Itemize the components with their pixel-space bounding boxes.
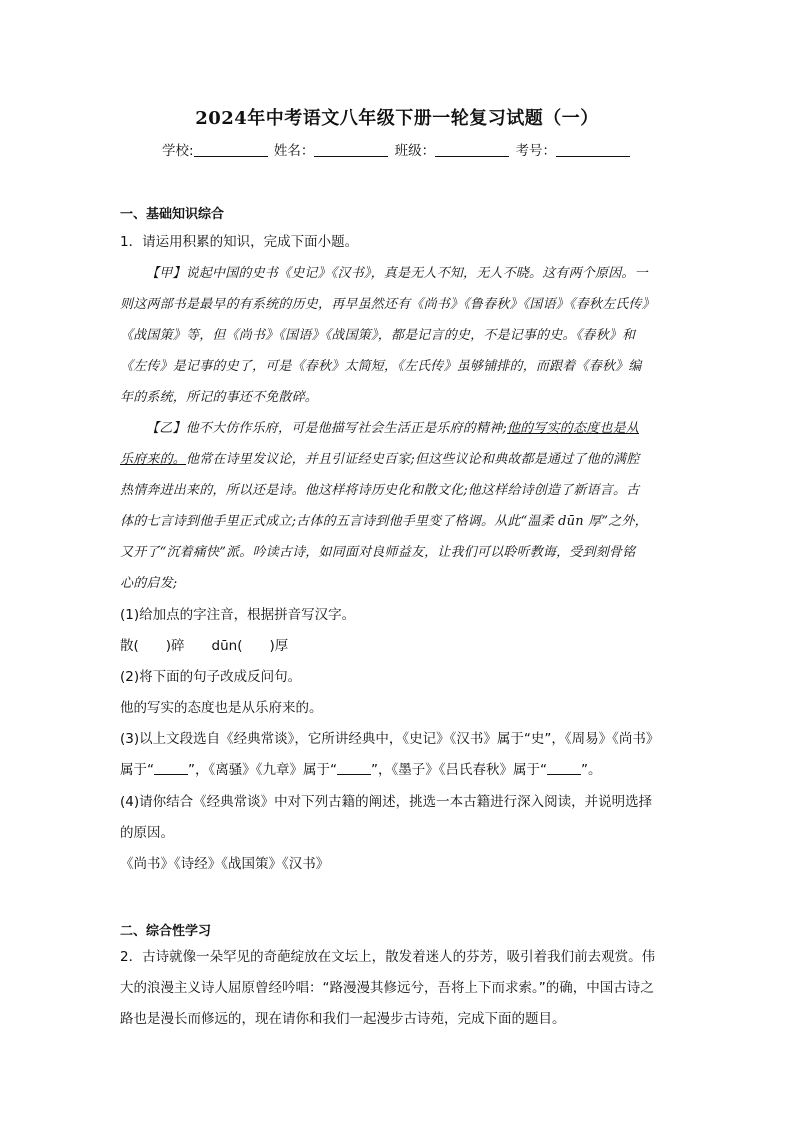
fill-text: ”。 bbox=[581, 762, 602, 778]
fill-text: ”，《离骚》《九章》属于“ bbox=[188, 762, 337, 778]
passage-jia-line: 《左传》是记事的史了，可是《春秋》太简短，《左氏传》虽够铺排的，而跟着《春秋》编 bbox=[120, 359, 642, 374]
passage-jia-line: 年的系统，所记的事还不免散碎。 bbox=[120, 390, 319, 405]
q2-line: 2．古诗就像一朵罕见的奇葩绽放在文坛上，散发着迷人的芬芳，吸引着我们前去观赏。伟 bbox=[120, 949, 656, 965]
name-blank bbox=[314, 142, 388, 157]
exam-no-label: 考号： bbox=[515, 143, 556, 159]
passage-jia-line: 【甲】说起中国的史书《史记》《汉书》，真是无人不知，无人不晓。这有两个原因。一 bbox=[146, 266, 648, 281]
exam-no-blank bbox=[556, 142, 630, 157]
passage-yi-text: 【乙】他不大仿作乐府，可是他描写社会生活正是乐府的精神; bbox=[146, 421, 507, 436]
answer-blank[interactable] bbox=[337, 762, 371, 775]
sub-question-1-items: 散( )碎 dūn( )厚 bbox=[120, 638, 289, 654]
fill-text: ”，《墨子》《吕氏春秋》属于“ bbox=[371, 762, 547, 778]
sub-question-1: (1)给加点的字注音，根据拼音写汉字。 bbox=[120, 607, 356, 623]
passage-jia-line: 《战国策》等，但《尚书》《国语》《战国策》，都是记言的史，不是记事的史。《春秋》和 bbox=[120, 328, 636, 343]
sub-question-4: (4)请你结合《经典常谈》中对下列古籍的阐述，挑选一本古籍进行深入阅读，并说明选择 bbox=[120, 794, 653, 810]
sub-question-2: (2)将下面的句子改成反问句。 bbox=[120, 669, 302, 685]
school-label: 学校: bbox=[162, 143, 194, 159]
passage-yi-line: 心的启发; bbox=[120, 576, 178, 591]
answer-blank[interactable] bbox=[154, 762, 188, 775]
section2-heading: 二、综合性学习 bbox=[120, 924, 212, 939]
book-list: 《尚书》《诗经》《战国策》《汉书》 bbox=[120, 856, 330, 872]
section1-heading: 一、基础知识综合 bbox=[120, 207, 225, 222]
passage-yi-line bbox=[146, 417, 690, 436]
sub-question-2-sentence: 他的写实的态度也是从乐府来的。 bbox=[120, 700, 323, 716]
passage-jia-line: 则这两部书是最早的有系统的历史，再早虽然还有《尚书》《鲁春秋》《国语》《春秋左氏传》 bbox=[120, 297, 655, 312]
passage-yi-line: 又开了“沉着痛快”派。吟读古诗，如同面对良师益友，让我们可以聆听教诲，受到刻骨铭 bbox=[120, 545, 636, 560]
passage-yi-line bbox=[120, 448, 690, 467]
sub-question-3-blanks bbox=[120, 758, 680, 778]
answer-blank[interactable] bbox=[547, 762, 581, 775]
q1-intro: 1．请运用积累的知识，完成下面小题。 bbox=[120, 234, 359, 250]
q2-line: 路也是漫长而修远的，现在请你和我们一起漫步古诗苑，完成下面的题目。 bbox=[120, 1011, 566, 1027]
name-label: 姓名： bbox=[273, 143, 315, 159]
passage-yi-text: 他常在诗里发议论，并且引证经史百家;但这些议论和典故都是通过了他的满腔 bbox=[186, 452, 640, 467]
exam-title: 2024年中考语文八年级下册一轮复习试题（一） bbox=[195, 108, 599, 129]
school-blank bbox=[194, 142, 268, 157]
fill-text: 属于“ bbox=[120, 762, 154, 778]
sub-question-4-cont: 的原因。 bbox=[120, 825, 174, 841]
sub-question-3: (3)以上文段选自《经典常谈》，它所讲经典中，《史记》《汉书》属于“史”，《周易》《尚书》 bbox=[120, 731, 660, 747]
underlined-sentence: 乐府来的。 bbox=[120, 452, 187, 467]
class-blank bbox=[435, 142, 509, 157]
class-label: 班级： bbox=[394, 143, 436, 159]
student-info-line bbox=[0, 139, 794, 159]
underlined-sentence: 他的写实的态度也是从 bbox=[506, 421, 639, 436]
q2-line: 大的浪漫主义诗人屈原曾经吟唱：“路漫漫其修远兮，吾将上下而求索。”的确，中国古诗之 bbox=[120, 980, 654, 996]
passage-yi-line: 体的七言诗到他手里正式成立;古体的五言诗到他手里变了格调。从此“温柔 dūn 厚”之外， bbox=[120, 514, 648, 529]
passage-yi-line: 热情奔进出来的，所以还是诗。他这样将诗历史化和散文化;他这样给诗创造了新语言。古 bbox=[120, 483, 640, 498]
